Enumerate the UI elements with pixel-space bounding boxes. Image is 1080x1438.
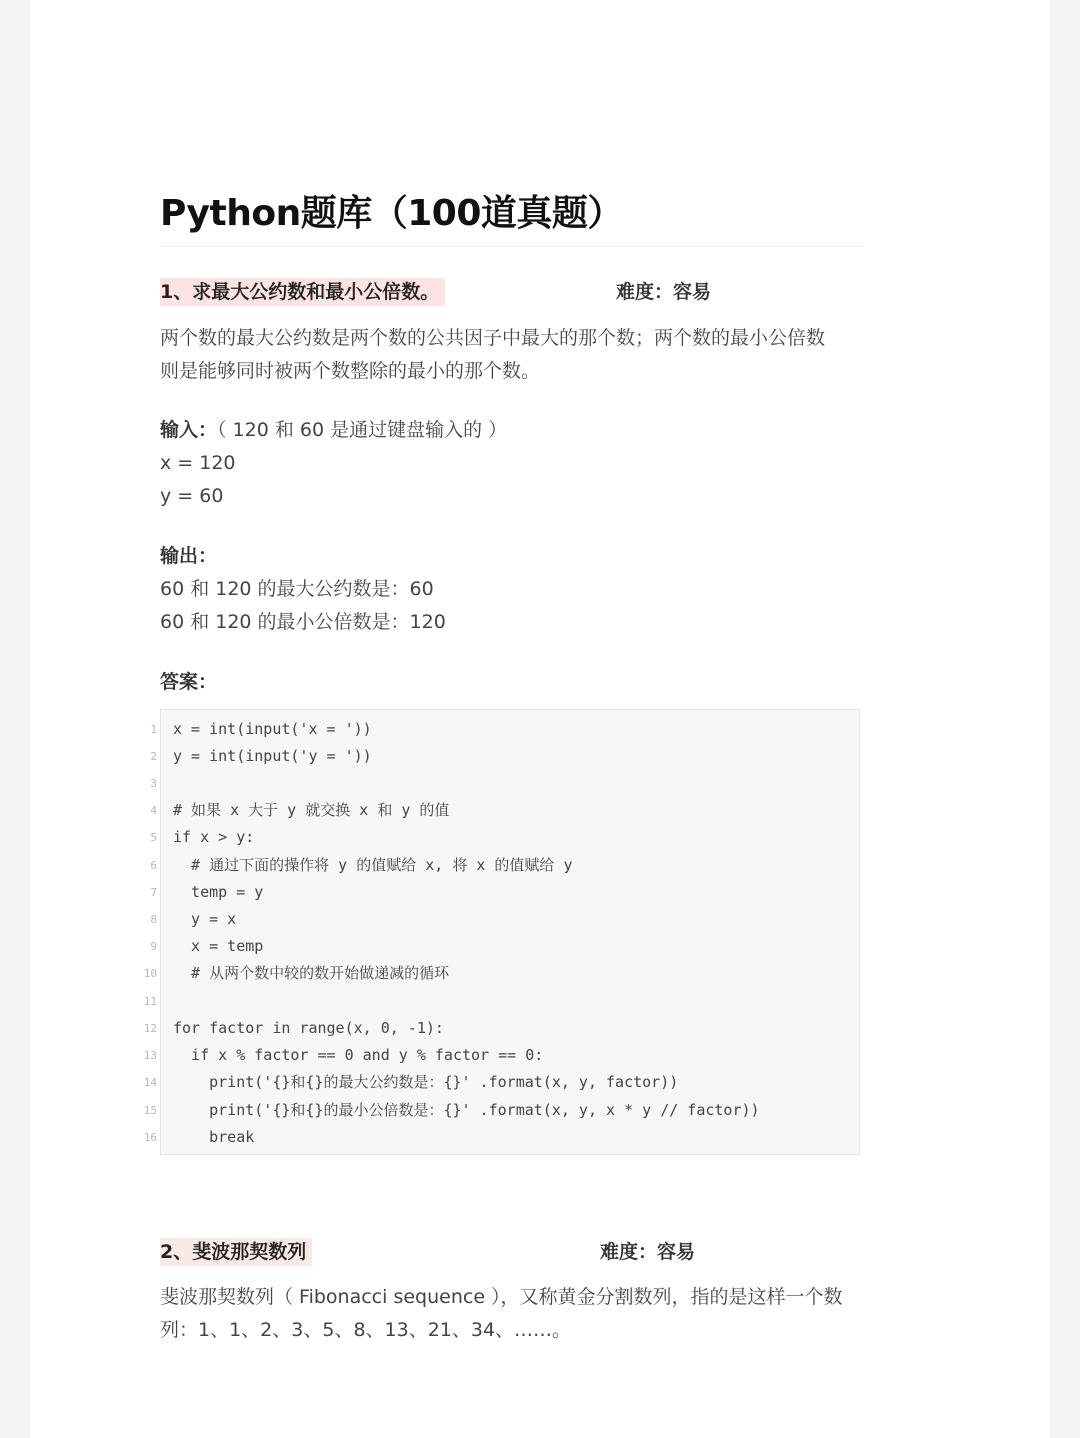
code-text: # 通过下面的操作将 y 的值赋给 x, 将 x 的值赋给 y — [173, 856, 573, 874]
code-text: if x % factor == 0 and y % factor == 0: — [173, 1046, 544, 1064]
line-number: 7 — [150, 886, 157, 899]
line-number: 4 — [150, 804, 157, 817]
line-number: 3 — [150, 777, 157, 790]
code-line — [143, 1015, 859, 1042]
question-2-title: 2、斐波那契数列 — [160, 1238, 312, 1266]
code-text: x = temp — [173, 937, 264, 955]
line-number: 16 — [143, 1131, 157, 1144]
code-text: x = int(input('x = ')) — [173, 720, 372, 738]
question-1-header — [160, 278, 862, 308]
answer-label: 答案： — [160, 671, 218, 693]
question-2-header — [160, 1238, 862, 1268]
description-line: 列：1、1、2、3、5、8、13、21、34、……。 — [160, 1319, 572, 1341]
input-label: 输入： — [160, 419, 218, 441]
line-number: 8 — [150, 913, 157, 926]
line-number: 15 — [143, 1104, 157, 1117]
code-line — [150, 906, 859, 933]
question-1-answer — [160, 666, 860, 699]
output-label: 输出： — [160, 545, 218, 567]
output-line: 60 和 120 的最小公倍数是：120 — [160, 611, 446, 633]
code-line — [150, 933, 859, 960]
code-line — [150, 797, 859, 824]
line-number: 5 — [150, 831, 157, 844]
code-text: y = x — [173, 910, 237, 928]
line-number: 10 — [143, 967, 157, 980]
input-note: （ 120 和 60 是通过键盘输入的 ） — [217, 419, 508, 441]
description-line: 斐波那契数列（ Fibonacci sequence ），又称黄金分割数列，指的是这样一个数 — [160, 1286, 843, 1308]
code-line — [150, 743, 859, 770]
code-text: for factor in range(x, 0, -1): — [173, 1019, 444, 1037]
code-text: print('{}和{}的最小公倍数是：{}' .format(x, y, x * y // factor)) — [173, 1101, 760, 1119]
line-number: 1 — [150, 723, 157, 736]
code-line — [150, 770, 859, 797]
line-number: 12 — [143, 1022, 157, 1035]
line-number: 9 — [150, 940, 157, 953]
code-text: y = int(input('y = ')) — [173, 747, 372, 765]
code-line — [150, 852, 859, 879]
code-text: temp = y — [173, 883, 264, 901]
question-2-difficulty: 难度：容易 — [600, 1241, 696, 1263]
code-text: if x > y: — [173, 828, 255, 846]
line-number: 13 — [143, 1049, 157, 1062]
input-line: y = 60 — [160, 485, 224, 507]
input-line: x = 120 — [160, 452, 236, 474]
line-number: 6 — [150, 859, 157, 872]
code-line — [150, 824, 859, 851]
code-line — [150, 879, 859, 906]
code-line — [150, 716, 859, 743]
code-line — [143, 960, 859, 987]
code-line — [143, 988, 859, 1015]
code-line — [143, 1069, 859, 1096]
question-2-description — [160, 1281, 860, 1347]
question-1-description — [160, 322, 860, 388]
code-text: break — [173, 1128, 255, 1146]
code-line — [143, 1124, 859, 1151]
line-number: 2 — [150, 750, 157, 763]
code-text: # 如果 x 大于 y 就交换 x 和 y 的值 — [173, 801, 450, 819]
code-block — [143, 709, 860, 1155]
code-text: # 从两个数中较的数开始做递减的循环 — [173, 964, 450, 982]
code-line — [143, 1042, 859, 1069]
description-line: 两个数的最大公约数是两个数的公共因子中最大的那个数；两个数的最小公倍数 — [160, 327, 826, 349]
question-1-input — [160, 414, 860, 513]
line-number: 14 — [143, 1076, 157, 1089]
question-1-output — [160, 540, 860, 639]
question-1-difficulty: 难度：容易 — [616, 281, 712, 303]
description-line: 则是能够同时被两个数整除的最小的那个数。 — [160, 360, 541, 382]
code-text: print('{}和{}的最大公约数是：{}' .format(x, y, factor)) — [173, 1073, 679, 1091]
line-number: 11 — [143, 995, 157, 1008]
output-line: 60 和 120 的最大公约数是：60 — [160, 578, 434, 600]
page-title: Python题库（100道真题） — [160, 190, 862, 247]
code-line — [143, 1097, 859, 1124]
question-1-title: 1、求最大公约数和最小公倍数。 — [160, 278, 445, 306]
